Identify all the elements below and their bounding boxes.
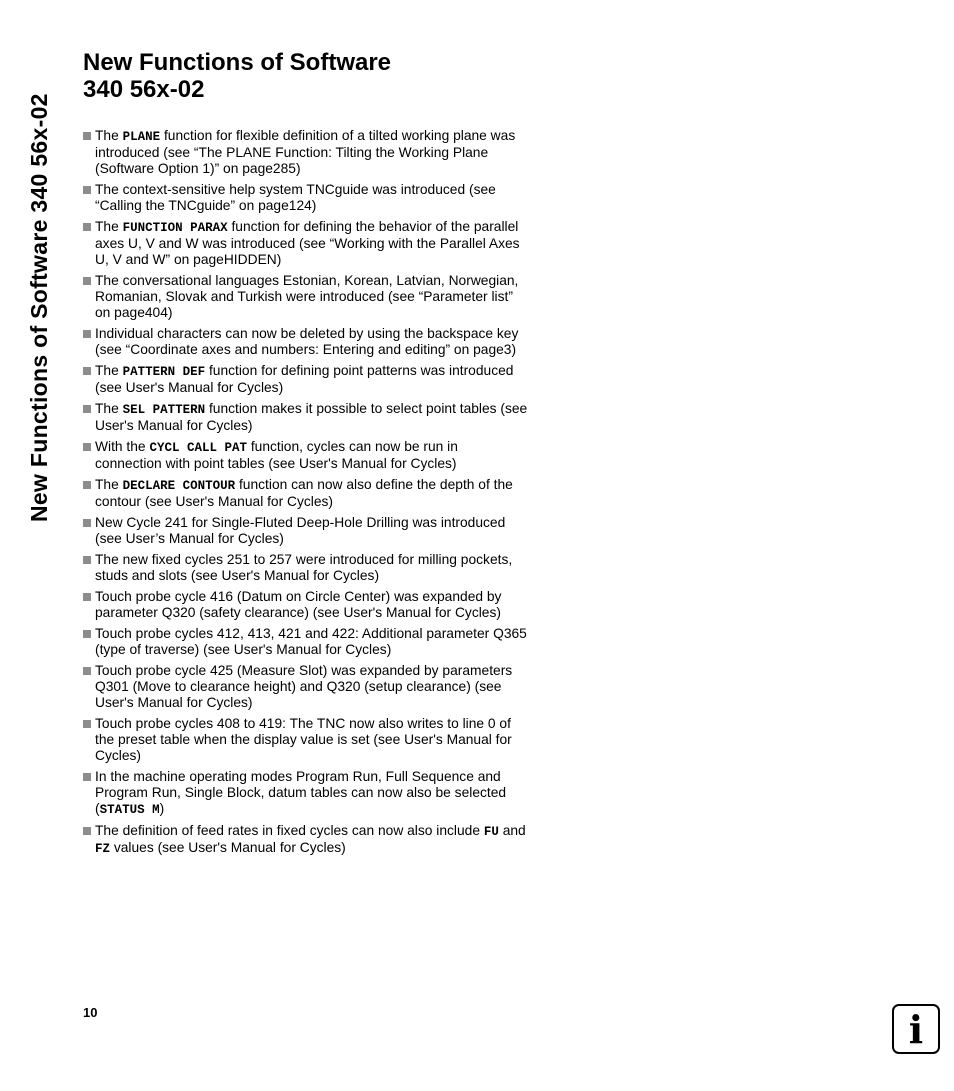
code-keyword: PLANE [122,130,161,144]
item-text: Touch probe cycle 425 (Measure Slot) was expanded by parameters Q301 (Move to clearance height) and Q320 (setup clearance) (see User's Manual for Cycles) [95,663,513,710]
item-text: With the [95,439,150,454]
list-item [82,823,528,857]
code-keyword: SEL PATTERN [122,403,206,417]
list-item [82,477,528,510]
item-text: The context-sensitive help system TNCguide was introduced (see “Calling the TNCguide” on page124) [95,182,496,213]
item-text: The [95,477,123,492]
item-text: Touch probe cycle 416 (Datum on Circle Center) was expanded by parameter Q320 (safety clearance) (see User's Manual for Cycles) [95,589,502,620]
code-keyword: CYCL CALL PAT [149,441,247,455]
bullet-square-icon [83,630,91,638]
item-text: Individual characters can now be deleted by using the backspace key (see “Coordinate axes and numbers: Entering and editing” on page3) [95,326,519,357]
bullet-square-icon [83,405,91,413]
bullet-square-icon [83,773,91,781]
item-text: function can now also define the depth of the contour (see User's Manual for Cycles) [95,477,513,509]
list-item [82,273,528,321]
code-keyword: PATTERN DEF [122,365,206,379]
side-chapter-title: New Functions of Software 340 56x-02 [26,93,52,522]
info-icon: i [892,1004,940,1054]
item-text: function for defining point patterns was introduced (see User's Manual for Cycles) [95,363,514,395]
bullet-square-icon [83,667,91,675]
bullet-square-icon [83,277,91,285]
page-number: 10 [83,1005,98,1020]
list-item [82,128,528,177]
item-text: ) [159,801,165,816]
code-keyword: FU [483,825,499,839]
list-item [82,589,528,621]
bullet-square-icon [83,223,91,231]
page-title-line-2: 340 56x-02 [83,76,205,103]
item-text: function, cycles can now be run in connection with point tables (see User's Manual for Cycles) [95,439,458,471]
list-item [82,182,528,214]
code-keyword: DECLARE CONTOUR [122,479,236,493]
bullet-square-icon [83,443,91,451]
list-item [82,769,528,818]
item-text: The [95,128,123,143]
code-keyword: FUNCTION PARAX [122,221,228,235]
list-item [82,326,528,358]
code-keyword: STATUS M [99,803,160,817]
item-text: function for defining the behavior of the parallel axes U, V and W was introduced (see “Working with the Parallel Axes U, V and W” on pageHIDDEN) [95,219,520,267]
item-text: The [95,363,123,378]
bullet-square-icon [83,186,91,194]
item-text: function makes it possible to select point tables (see User's Manual for Cycles) [95,401,528,433]
list-item [82,401,528,434]
bullet-square-icon [83,481,91,489]
bullet-square-icon [83,519,91,527]
item-text: values (see User's Manual for Cycles) [110,840,346,855]
item-text: The [95,219,123,234]
list-item [82,363,528,396]
bullet-square-icon [83,827,91,835]
item-text: In the machine operating modes Program Run, Full Sequence and Program Run, Single Block, datum tables can now also be selected ( [95,769,507,816]
list-item [82,515,528,547]
list-item [82,626,528,658]
page-title-line-1: New Functions of Software [83,49,392,76]
item-text: Touch probe cycles 408 to 419: The TNC now also writes to line 0 of the preset table when the display value is set (see User's Manual for Cycles) [95,716,512,763]
bullet-square-icon [83,556,91,564]
list-item [82,219,528,268]
list-item [82,716,528,764]
code-keyword: FZ [95,842,111,856]
item-text: function for flexible definition of a tilted working plane was introduced (see “The PLANE Function: Tilting the Working Plane (Software Option 1)” on page285) [95,128,516,176]
list-item [82,439,528,472]
page-title [83,49,391,103]
bullet-square-icon [83,330,91,338]
item-text: New Cycle 241 for Single-Fluted Deep-Hole Drilling was introduced (see User’s Manual for Cycles) [95,515,506,546]
bullet-square-icon [83,593,91,601]
new-functions-list [82,128,528,862]
bullet-square-icon [83,367,91,375]
item-text: Touch probe cycles 412, 413, 421 and 422: Additional parameter Q365 (type of traverse) (see User's Manual for Cycles) [95,626,527,657]
item-text: The new fixed cycles 251 to 257 were introduced for milling pockets, studs and slots (see User's Manual for Cycles) [95,552,513,583]
bullet-square-icon [83,720,91,728]
list-item [82,663,528,711]
item-text: and [498,823,526,838]
list-item [82,552,528,584]
item-text: The [95,401,123,416]
item-text: The conversational languages Estonian, Korean, Latvian, Norwegian, Romanian, Slovak and Turkish were introduced (see “Parameter list” on page404) [95,273,519,320]
item-text: The definition of feed rates in fixed cycles can now also include [95,823,484,838]
bullet-square-icon [83,132,91,140]
